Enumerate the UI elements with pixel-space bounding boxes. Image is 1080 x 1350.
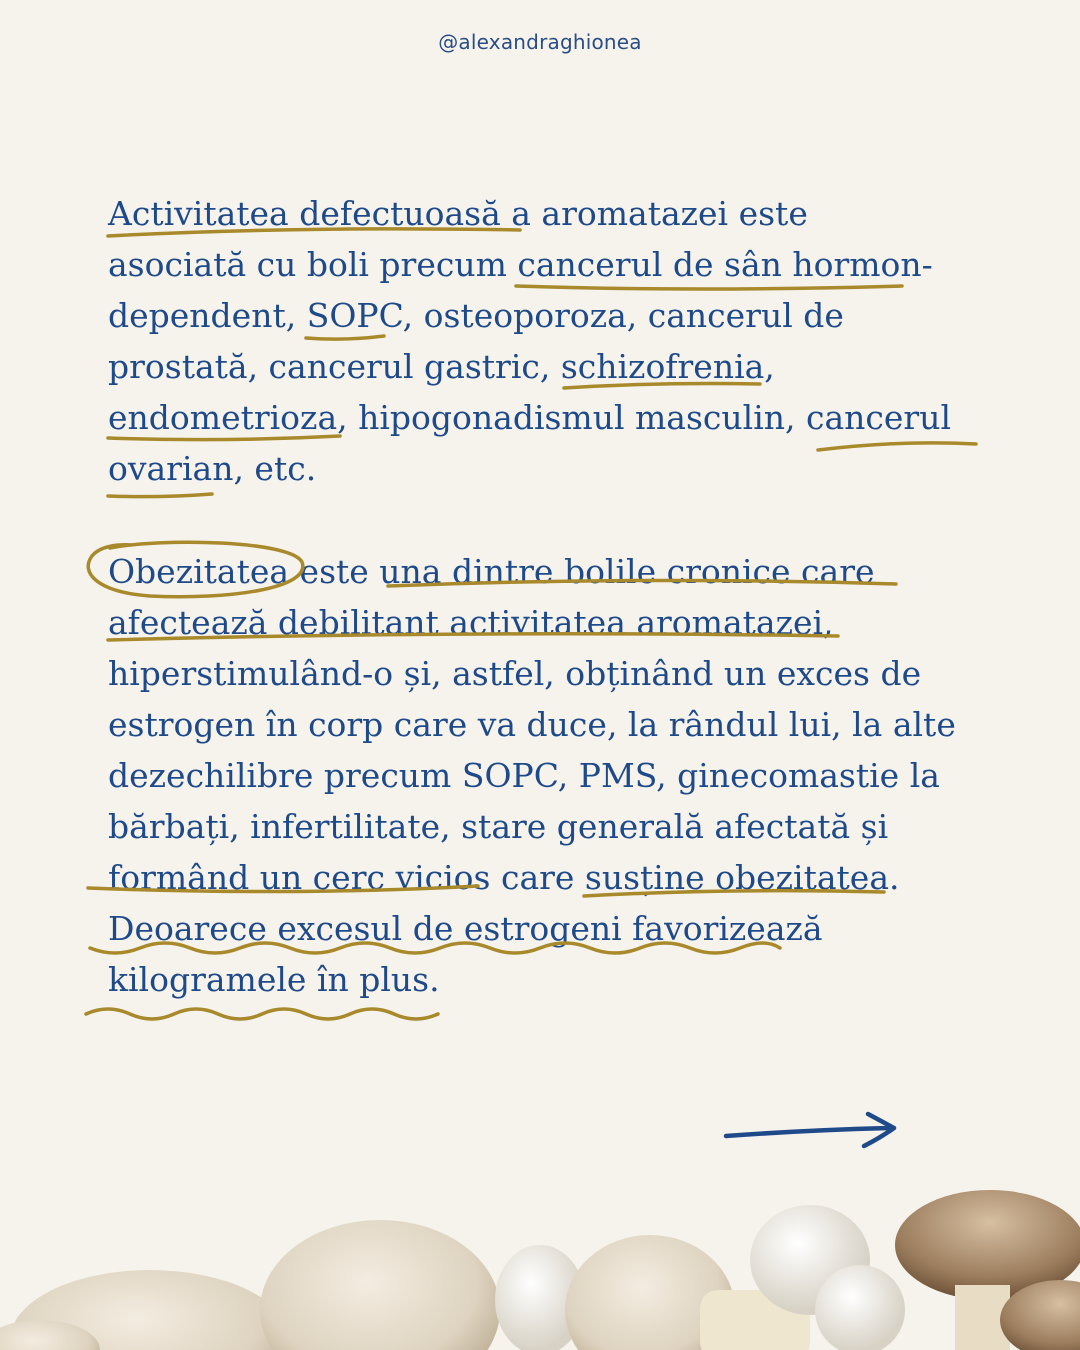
paragraph-obesity xyxy=(108,546,968,1005)
wavy-mark xyxy=(86,1009,438,1019)
text-line: Obezitatea este una dintre bolile cronice care xyxy=(108,552,875,591)
text-line: afectează debilitant activitatea aromatazei, xyxy=(108,603,834,642)
text-line: bărbați, infertilitate, stare generală afectată și xyxy=(108,807,889,846)
author-handle: @alexandraghionea xyxy=(438,30,642,54)
text-line: asociată cu boli precum cancerul de sân hormon- xyxy=(108,245,933,284)
text-line: Activitatea defectuoasă a aromatazei este xyxy=(108,194,808,233)
text-line: endometrioza, hipogonadismul masculin, cancerul xyxy=(108,398,951,437)
vegetables-image xyxy=(0,1190,1080,1350)
text-line: kilogramele în plus. xyxy=(108,960,440,999)
paragraph-aromatase-diseases xyxy=(108,188,968,494)
arrow-right-icon[interactable] xyxy=(718,1108,902,1158)
text-line: ovarian, etc. xyxy=(108,449,317,488)
text-line: dependent, SOPC, osteoporoza, cancerul de xyxy=(108,296,844,335)
text-line: Deoarece excesul de estrogeni favorizează xyxy=(108,909,823,948)
text-line: hiperstimulând-o și, astfel, obținând un exces de xyxy=(108,654,922,693)
underline-mark xyxy=(108,494,212,497)
text-line: prostată, cancerul gastric, schizofrenia, xyxy=(108,347,775,386)
text-line: formând un cerc vicios care susține obezitatea. xyxy=(108,858,900,897)
text-line: dezechilibre precum SOPC, PMS, ginecomastie la xyxy=(108,756,940,795)
text-line: estrogen în corp care va duce, la rândul lui, la alte xyxy=(108,705,956,744)
